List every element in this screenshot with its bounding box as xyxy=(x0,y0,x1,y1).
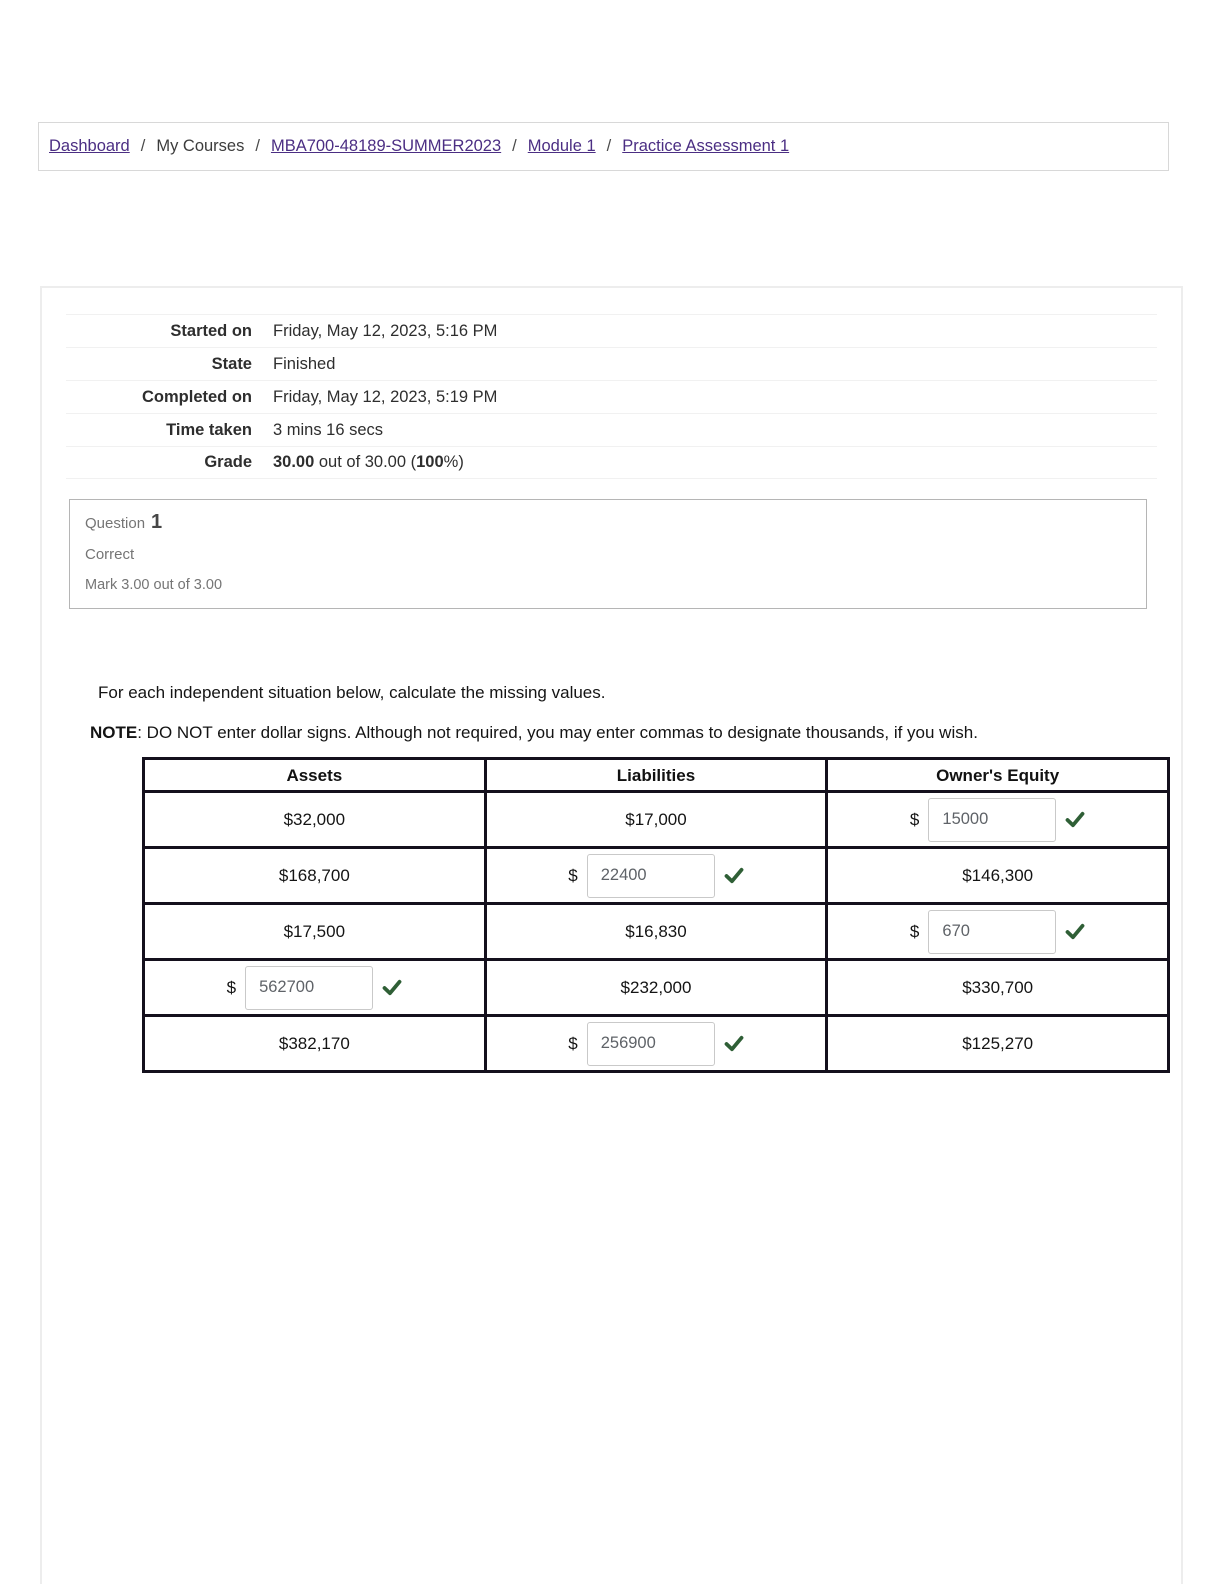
question-number-line xyxy=(85,511,1131,534)
correct-check-icon xyxy=(1065,923,1085,940)
breadcrumb-separator: / xyxy=(512,137,517,155)
answer-input-group xyxy=(829,798,1166,842)
answer-input[interactable] xyxy=(587,1022,715,1066)
value-cell xyxy=(144,848,486,904)
column-header-owners-equity: Owner's Equity xyxy=(827,759,1169,792)
summary-label: State xyxy=(211,354,252,373)
header-row xyxy=(144,759,1169,792)
cell-value: $168,700 xyxy=(278,866,350,885)
cell-value: $382,170 xyxy=(278,1034,350,1053)
table-row xyxy=(144,848,1169,904)
value-cell xyxy=(144,1016,486,1072)
summary-value-part: Finished xyxy=(273,354,336,373)
answer-input-group xyxy=(146,966,483,1010)
breadcrumb-separator: / xyxy=(255,137,260,155)
question-mark: Mark 3.00 out of 3.00 xyxy=(85,577,223,593)
summary-row xyxy=(66,380,1157,413)
value-cell xyxy=(827,1016,1169,1072)
attempt-summary-table xyxy=(66,314,1157,479)
correct-check-icon xyxy=(382,979,402,996)
summary-value xyxy=(252,453,464,472)
table-row xyxy=(144,1016,1169,1072)
question-note-text: : DO NOT enter dollar signs. Although not required, you may enter commas to designate thousands, if you wish. xyxy=(137,723,978,742)
summary-value-part: Friday, May 12, 2023, 5:19 PM xyxy=(273,387,498,406)
cell-value: $17,000 xyxy=(625,810,687,829)
question-label: Question xyxy=(85,515,146,532)
question-status: Correct xyxy=(85,546,135,563)
summary-value xyxy=(252,421,383,440)
correct-check-icon xyxy=(724,867,744,884)
answer-input-group xyxy=(488,1022,825,1066)
summary-value-part: 30.00 xyxy=(273,453,315,471)
summary-value-part: Friday, May 12, 2023, 5:16 PM xyxy=(273,321,498,340)
answer-input[interactable] xyxy=(245,966,373,1010)
breadcrumb-item-mba700-48189-summer2023[interactable]: MBA700-48189-SUMMER2023 xyxy=(270,137,502,155)
value-cell xyxy=(485,792,827,848)
answer-input-group xyxy=(488,854,825,898)
summary-row xyxy=(66,413,1157,446)
answer-input[interactable] xyxy=(928,798,1056,842)
dollar-sign: $ xyxy=(226,978,237,997)
summary-label: Time taken xyxy=(166,420,252,439)
breadcrumb-item-my-courses: My Courses xyxy=(156,137,245,155)
summary-value-part: %) xyxy=(443,453,464,471)
breadcrumb-item-dashboard[interactable]: Dashboard xyxy=(49,137,130,155)
breadcrumb xyxy=(38,122,1169,171)
table-row xyxy=(144,960,1169,1016)
summary-row xyxy=(66,446,1157,479)
quiz-review-panel xyxy=(40,286,1183,1584)
question-note xyxy=(90,721,1181,744)
answer-table-header xyxy=(144,759,1169,792)
summary-value xyxy=(252,322,497,341)
column-header-assets: Assets xyxy=(144,759,486,792)
question-body xyxy=(90,681,1181,1073)
answer-input-cell xyxy=(144,960,486,1016)
question-number: 1 xyxy=(151,511,163,533)
correct-check-icon xyxy=(724,1035,744,1052)
dollar-sign: $ xyxy=(568,1034,578,1053)
summary-label: Completed on xyxy=(142,387,252,406)
column-header-liabilities: Liabilities xyxy=(485,759,827,792)
summary-value-part: 3 mins 16 secs xyxy=(273,420,384,439)
answer-table-body xyxy=(144,792,1169,1072)
answer-input-group xyxy=(829,910,1166,954)
cell-value: $330,700 xyxy=(962,978,1034,997)
summary-label: Started on xyxy=(170,321,252,340)
value-cell xyxy=(485,960,827,1016)
summary-row xyxy=(66,347,1157,380)
cell-value: $16,830 xyxy=(625,922,687,941)
breadcrumb-separator: / xyxy=(140,137,146,155)
answer-input-cell xyxy=(827,792,1169,848)
value-cell xyxy=(485,904,827,960)
table-row xyxy=(144,904,1169,960)
summary-value-part: 100 xyxy=(416,453,444,471)
breadcrumb-separator: / xyxy=(606,137,612,155)
table-row xyxy=(144,792,1169,848)
answer-input-cell xyxy=(485,848,827,904)
question-info-box xyxy=(69,499,1147,609)
answer-input[interactable] xyxy=(928,910,1056,954)
summary-label: Grade xyxy=(204,453,252,471)
question-note-label: NOTE xyxy=(90,723,138,742)
cell-value: $232,000 xyxy=(620,978,692,997)
cell-value: $146,300 xyxy=(962,866,1034,885)
summary-value-part: out of 30.00 ( xyxy=(314,453,417,471)
cell-value: $32,000 xyxy=(283,810,346,829)
dollar-sign: $ xyxy=(909,810,920,829)
breadcrumb-item-practice-assessment-1[interactable]: Practice Assessment 1 xyxy=(622,137,790,155)
cell-value: $125,270 xyxy=(962,1034,1034,1053)
value-cell xyxy=(827,848,1169,904)
correct-check-icon xyxy=(1065,811,1085,828)
value-cell xyxy=(144,904,486,960)
question-intro: For each independent situation below, calculate the missing values. xyxy=(98,683,606,702)
answer-input-cell xyxy=(827,904,1169,960)
value-cell xyxy=(827,960,1169,1016)
breadcrumb-item-module-1[interactable]: Module 1 xyxy=(527,137,596,155)
answer-input[interactable] xyxy=(587,854,715,898)
cell-value: $17,500 xyxy=(283,922,346,941)
value-cell xyxy=(144,792,486,848)
summary-value xyxy=(252,388,497,407)
answer-input-cell xyxy=(485,1016,827,1072)
summary-row xyxy=(66,314,1157,347)
dollar-sign: $ xyxy=(909,922,920,941)
dollar-sign: $ xyxy=(568,866,578,885)
summary-value xyxy=(252,355,335,374)
answer-table xyxy=(142,757,1170,1073)
